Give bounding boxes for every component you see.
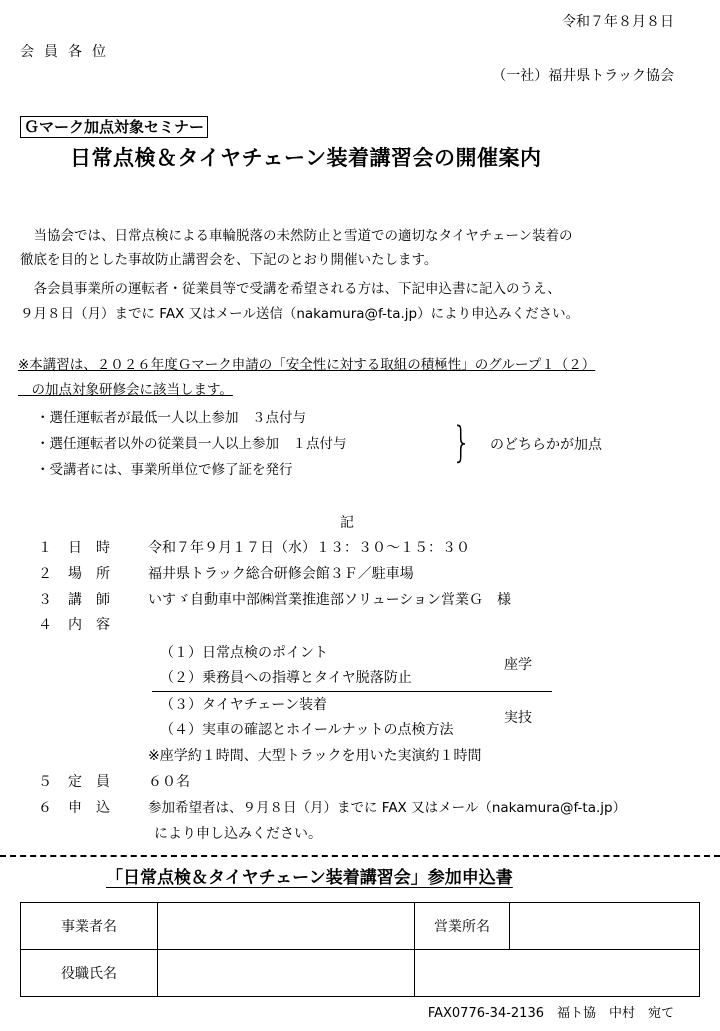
business-name-field[interactable] — [158, 903, 415, 950]
cut-line — [0, 855, 720, 857]
notice-bullet: ・選任運転者以外の従業員一人以上参加 １点付与 — [36, 436, 347, 452]
document-title: 日常点検＆タイヤチェーン装着講習会の開催案内 — [70, 146, 542, 170]
intro-line: 各会員事業所の運転者・従業員等で受講を希望される方は、下記申込書に記入のうえ、 — [20, 281, 561, 297]
brace-symbol: } — [452, 418, 472, 468]
notice-line: の加点対象研修会に該当します。 — [18, 382, 233, 398]
item-label: 定員 — [68, 774, 124, 790]
notice-bullet: ・選任運転者が最低一人以上参加 ３点付与 — [36, 410, 306, 426]
person-field-right[interactable] — [415, 950, 700, 997]
intro-line: ９月８日（月）までに FAX 又はメール送信（nakamura@f-ta.jp）により申込みください。 — [20, 306, 580, 322]
item-label: 講師 — [68, 592, 124, 608]
item-value-application: 参加希望者は、９月８日（月）までに FAX 又はメール（nakamura@f-ta.jp） — [148, 800, 627, 816]
document-date: 令和７年８月８日 — [562, 14, 674, 30]
seminar-badge: Ｇマーク加点対象セミナー — [20, 116, 208, 138]
notice-line: ※本講習は、２０２６年度Ｇマーク申請の「安全性に対する取組の積極性」のグループ１（２） — [18, 357, 596, 373]
recipient: 会員各位 — [20, 44, 116, 60]
intro-line: 当協会では、日常点検による車輪脱落の未然防止と雪道での適切なタイヤチェーン装着の — [20, 228, 573, 244]
form-title: 「日常点検＆タイヤチェーン装着講習会」参加申込書 — [106, 868, 513, 888]
item-value-capacity: ６０名 — [148, 774, 190, 790]
content-category-practical: 実技 — [504, 710, 532, 726]
content-category-lecture: 座学 — [504, 657, 532, 673]
notice-bullet: ・受講者には、事業所単位で修了証を発行 — [36, 462, 293, 478]
item-label: 場所 — [68, 566, 124, 582]
fax-destination: FAX0776-34-2136 福ト協 中村 宛て — [427, 1006, 674, 1021]
item-value-instructor: いすゞ自動車中部㈱営業推進部ソリューション営業Ｇ 様 — [148, 592, 512, 608]
details-heading: 記 — [340, 515, 354, 531]
item-number: ３ — [38, 592, 52, 608]
content-item: （２）乗務員への指導とタイヤ脱落防止 — [160, 670, 412, 686]
sender-organization: （一社）福井県トラック協会 — [492, 68, 674, 84]
item-value-date: 令和７年９月１７日（水）１３：３０～１５：３０ — [148, 540, 470, 556]
content-item: （１）日常点検のポイント — [160, 645, 328, 661]
item-number: ４ — [38, 617, 52, 633]
item-number: ２ — [38, 566, 52, 582]
brace-label: のどちらかが加点 — [490, 437, 602, 453]
item-number: ５ — [38, 774, 52, 790]
item-label: 申込 — [68, 800, 124, 816]
intro-line: 徹底を目的とした事故防止講習会を、下記のとおり開催いたします。 — [20, 252, 438, 268]
content-item: （４）実車の確認とホイールナットの点検方法 — [160, 722, 454, 738]
item-number: １ — [38, 540, 52, 556]
table-row — [21, 950, 700, 997]
office-name-label: 営業所名 — [415, 903, 510, 950]
person-label: 役職氏名 — [21, 950, 158, 997]
content-divider — [152, 691, 552, 692]
item-value-application-line2: により申し込みください。 — [154, 826, 322, 842]
person-field-left[interactable] — [158, 950, 415, 997]
content-item: （３）タイヤチェーン装着 — [160, 697, 328, 713]
table-row — [21, 903, 700, 950]
item-label: 日時 — [68, 540, 124, 556]
item-value-venue: 福井県トラック総合研修会館３Ｆ／駐車場 — [148, 566, 414, 582]
application-form-table — [20, 902, 700, 997]
business-name-label: 事業者名 — [21, 903, 158, 950]
office-name-field[interactable] — [510, 903, 700, 950]
content-note: ※座学約１時間、大型トラックを用いた実演約１時間 — [148, 748, 482, 764]
item-number: ６ — [38, 800, 52, 816]
item-label: 内容 — [68, 617, 124, 633]
